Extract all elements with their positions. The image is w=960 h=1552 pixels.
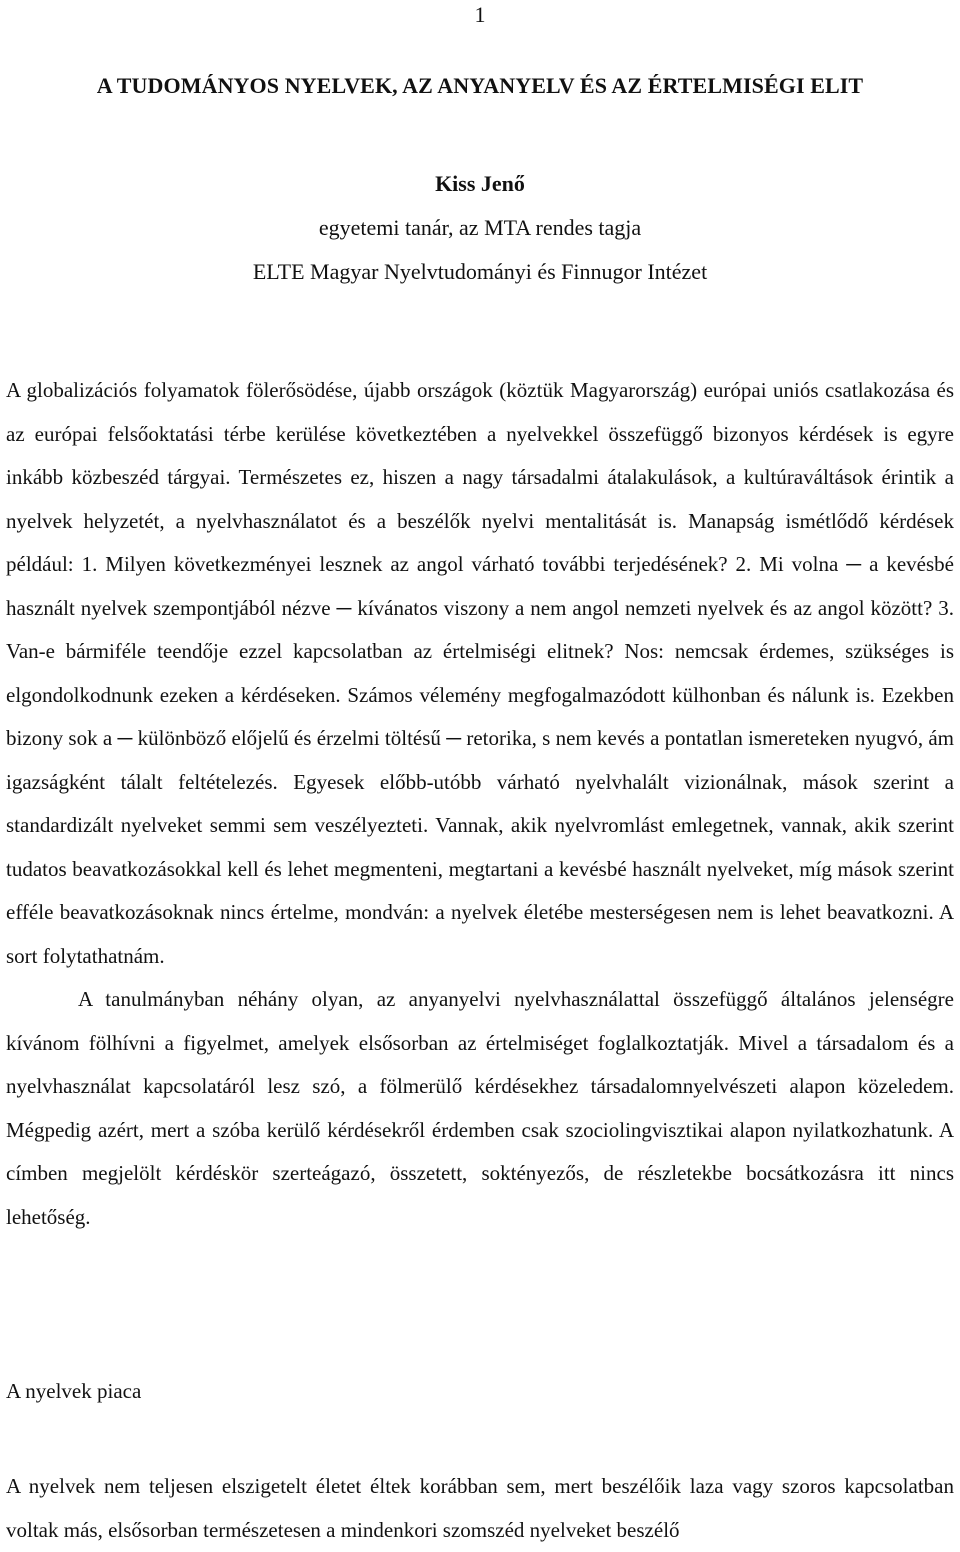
page-number: 1: [474, 2, 486, 27]
author-name: Kiss Jenő: [435, 171, 525, 196]
author-position: egyetemi tanár, az MTA rendes tagja: [318, 215, 642, 240]
body-text: [6, 369, 954, 1239]
paragraph-languages-market: A nyelvek nem teljesen elszigetelt életet éltek korábban sem, mert beszélőik laza vagy szoros kapcsolatban voltak más, elsősorban természetesen a mindenkori szomszéd nyelveket beszélő: [6, 1474, 954, 1542]
author-affiliation: ELTE Magyar Nyelvtudományi és Finnugor Intézet: [252, 259, 708, 284]
section-heading: A nyelvek piaca: [6, 1379, 142, 1403]
paragraph-aims: A tanulmányban néhány olyan, az anyanyelvi nyelvhasználattal összefüggő általános jelenségre kívánom fölhívni a figyelmet, amelyek elsősorban az értelmiséget foglalkoztatják. Mivel a társadalom és a nyelvhasználat kapcsolatáról lesz szó, a fölmerülő kérdésekhez társadalomnyelvészeti alapon közeledem. Mégpedig azért, mert a szóba kerülő kérdésekről érdemben csak szociolingvisztikai alapon nyilatkozhatunk. A címben megjelölt kérdéskör szerteágazó, összetett, soktényezős, de részletekbe bocsátkozásra itt nincs lehetőség.: [6, 987, 954, 1229]
paragraph-intro: A globalizációs folyamatok fölerősödése, újabb országok (köztük Magyarország) európai uniós csatlakozása és az európai felsőoktatási térbe kerülése következtében a nyelvekkel összefüggő bizonyos kérdések is egyre inkább közbeszéd tárgyai. Természetes ez, hiszen a nagy társadalmi átalakulások, a kultúraváltások érintik a nyelvek helyzetét, a nyelvhasználatot és a beszélők nyelvi mentalitását is. Manapság ismétlődő kérdések például: 1. Milyen következményei lesznek az angol várható további terjedésének? 2. Mi volna ─ a kevésbé használt nyelvek szempontjából nézve ─ kívánatos viszony a nem angol nemzeti nyelvek és az angol között? 3. Van-e bármiféle teendője ezzel kapcsolatban az értelmiségi elitnek? Nos: nemcsak érdemes, szükséges is elgondolkodnunk ezeken a kérdéseken. Számos vélemény megfogalmazódott külhonban és nálunk is. Ezekben bizony sok a ─ különböző előjelű és érzelmi töltésű ─ retorika, s nem kevés a pontatlan ismereteken nyugvó, ám igazságként tálalt feltételezés. Egyesek előbb-utóbb várható nyelvhalált vizionálnak, mások szerint a standardizált nyelveket semmi sem veszélyezteti. Vannak, akik nyelvromlást emlegetnek, vannak, akik szerint tudatos beavatkozásokkal kell és lehet megmenteni, megtartani a kevésbé használt nyelveket, míg mások szerint efféle beavatkozásoknak nincs értelme, mondván: a nyelvek életébe mesterségesen nem is lehet beavatkozni. A sort folytathatnám.: [6, 378, 954, 968]
section-body: [6, 1465, 954, 1552]
author-block: [0, 162, 960, 294]
document-title: A TUDOMÁNYOS NYELVEK, AZ ANYANYELV ÉS AZ ÉRTELMISÉGI ELIT: [96, 73, 864, 98]
